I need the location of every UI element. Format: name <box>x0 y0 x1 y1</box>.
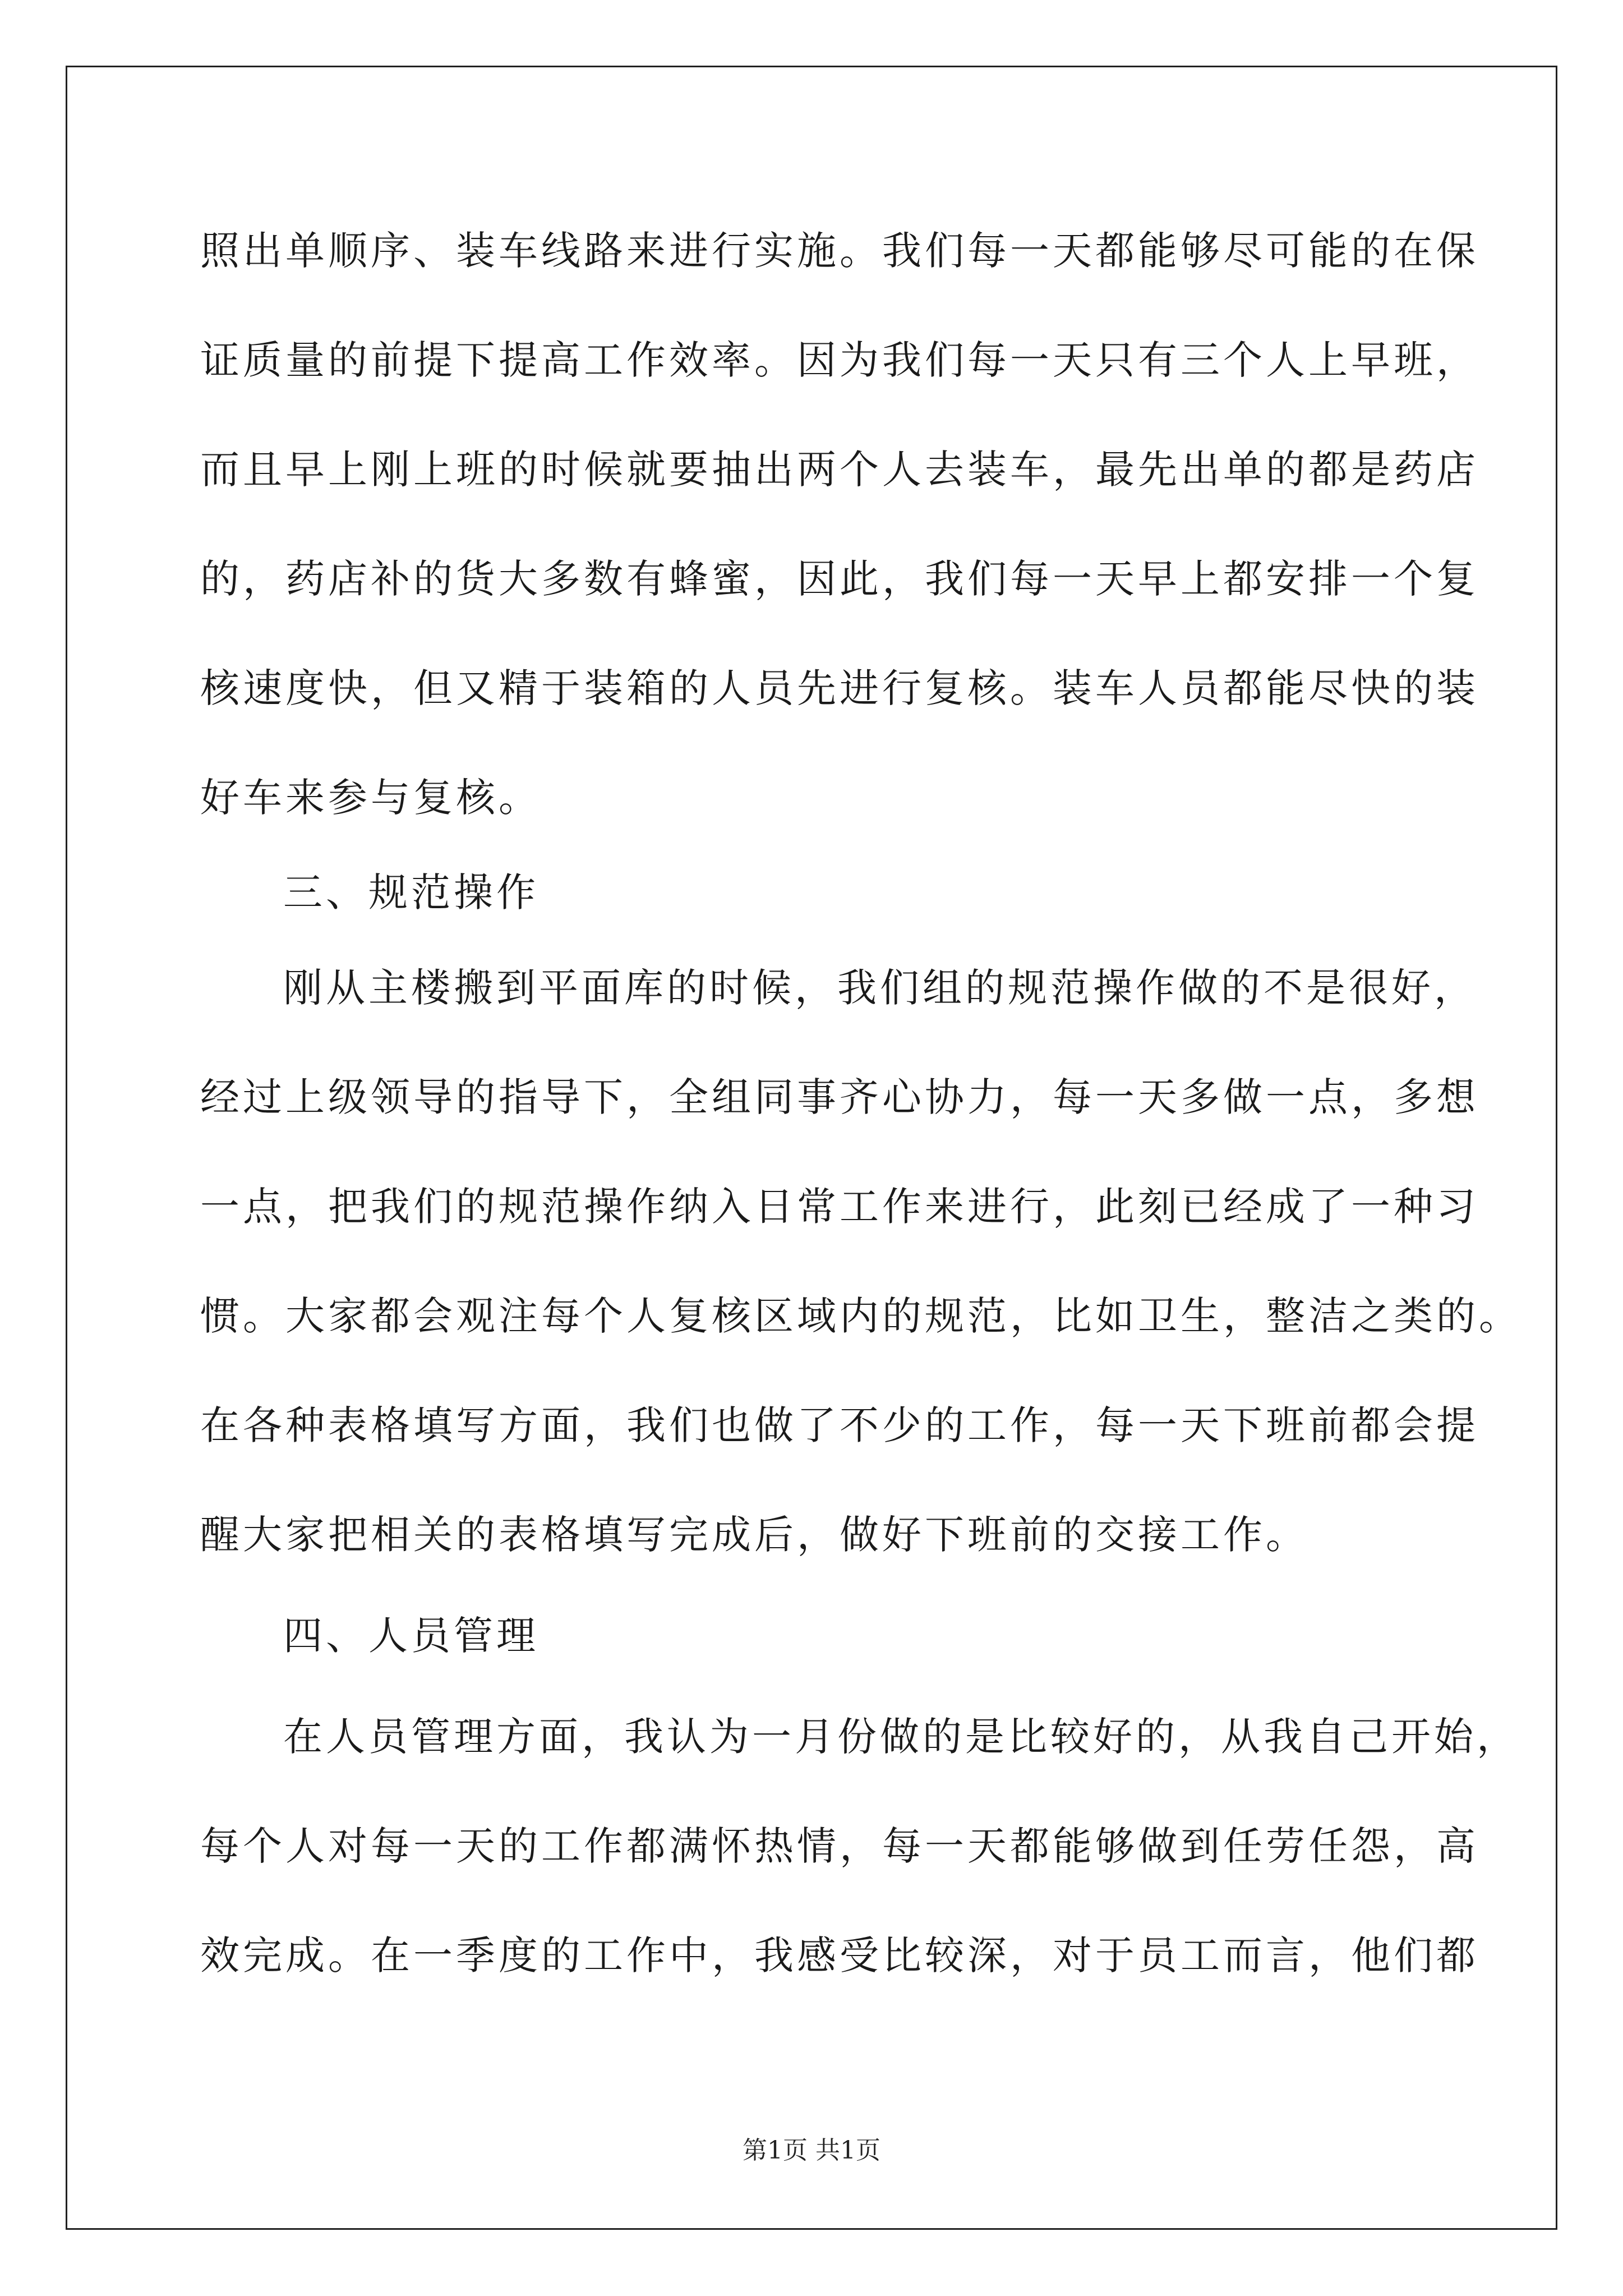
body-text-line: 在人员管理方面，我认为一月份做的是比较好的，从我自己开始， <box>283 1714 1519 1760</box>
body-text-line: 一点，把我们的规范操作纳入日常工作来进行，此刻已经成了一种习 <box>200 1184 1479 1230</box>
body-text-line: 经过上级领导的指导下，全组同事齐心协力，每一天多做一点，多想 <box>200 1074 1479 1120</box>
body-text-line: 惯。大家都会观注每个人复核区域内的规范，比如卫生，整洁之类的。 <box>200 1293 1521 1339</box>
section-heading: 三、规范操作 <box>283 869 539 915</box>
body-text-line: 刚从主楼搬到平面库的时候，我们组的规范操作做的不是很好， <box>283 965 1477 1011</box>
body-text-line: 证质量的前提下提高工作效率。因为我们每一天只有三个人上早班， <box>200 337 1479 383</box>
body-text-line: 每个人对每一天的工作都满怀热情，每一天都能够做到任劳任怨，高 <box>200 1823 1479 1869</box>
body-text-line: 在各种表格填写方面，我们也做了不少的工作，每一天下班前都会提 <box>200 1402 1479 1448</box>
body-text-line: 好车来参与复核。 <box>200 775 541 821</box>
body-text-line: 的，药店补的货大多数有蜂蜜，因此，我们每一天早上都安排一个复 <box>200 556 1479 602</box>
body-text-line: 核速度快，但又精于装箱的人员先进行复核。装车人员都能尽快的装 <box>200 665 1479 711</box>
body-text-line: 效完成。在一季度的工作中，我感受比较深，对于员工而言，他们都 <box>200 1932 1479 1978</box>
body-text-line: 醒大家把相关的表格填写完成后，做好下班前的交接工作。 <box>200 1512 1308 1558</box>
section-heading: 四、人员管理 <box>283 1613 539 1659</box>
page-footer: 第1页 共1页 <box>743 2136 880 2165</box>
page-border <box>66 66 1557 2230</box>
body-text-line: 照出单顺序、装车线路来进行实施。我们每一天都能够尽可能的在保 <box>200 228 1479 274</box>
body-text-line: 而且早上刚上班的时候就要抽出两个人去装车，最先出单的都是药店 <box>200 447 1479 493</box>
